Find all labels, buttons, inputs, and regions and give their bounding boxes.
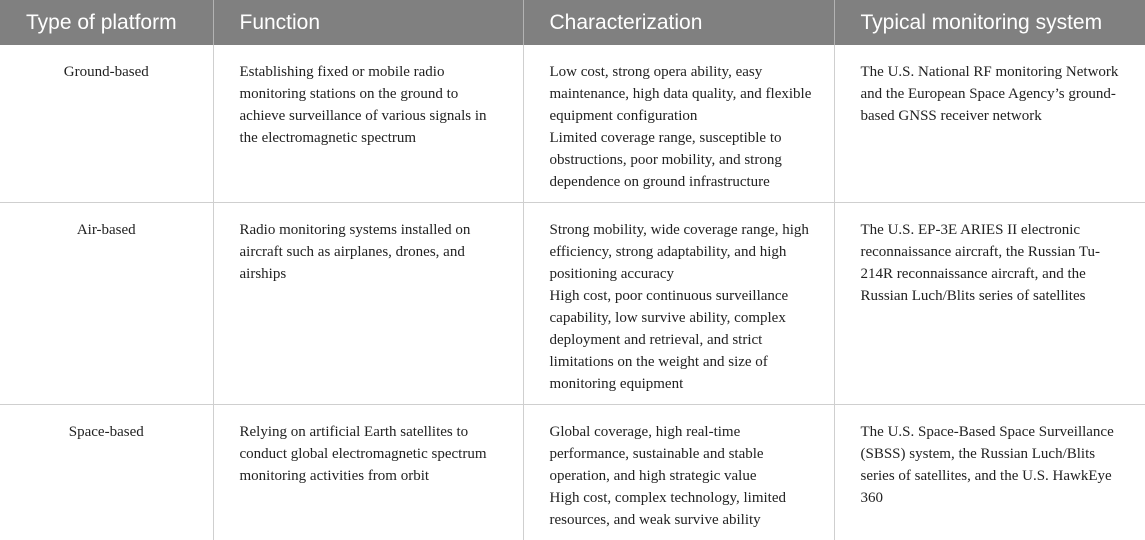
cell-characterization xyxy=(523,45,834,203)
cell-function: Radio monitoring systems installed on aircraft such as airplanes, drones, and airships xyxy=(213,203,523,405)
table-body xyxy=(0,45,1145,540)
cell-characterization xyxy=(523,203,834,405)
header-platform: Type of platform xyxy=(0,0,213,45)
header-row xyxy=(0,0,1145,45)
characterization-disadvantages: Limited coverage range, susceptible to obstructions, poor mobility, and strong dependence on ground infrastructure xyxy=(550,127,816,193)
header-characterization: Characterization xyxy=(523,0,834,45)
characterization-advantages: Global coverage, high real-time performance, sustainable and stable operation, and high strategic value xyxy=(550,421,816,487)
cell-platform: Ground-based xyxy=(0,45,213,203)
characterization-disadvantages: High cost, complex technology, limited resources, and weak survive ability xyxy=(550,487,816,531)
header-system: Typical monitoring system xyxy=(834,0,1145,45)
table-row xyxy=(0,45,1145,203)
table-row xyxy=(0,203,1145,405)
characterization-advantages: Low cost, strong opera ability, easy maintenance, high data quality, and flexible equipment configuration xyxy=(550,61,816,127)
cell-system: The U.S. EP-3E ARIES II electronic reconnaissance aircraft, the Russian Tu-214R reconnaissance aircraft, and the Russian Luch/Blits series of satellites xyxy=(834,203,1145,405)
table-header xyxy=(0,0,1145,45)
table-row xyxy=(0,405,1145,540)
cell-system: The U.S. Space-Based Space Surveillance (SBSS) system, the Russian Luch/Blits series of satellites, and the U.S. HawkEye 360 xyxy=(834,405,1145,540)
cell-function: Establishing fixed or mobile radio monitoring stations on the ground to achieve surveillance of various signals in the electromagnetic spectrum xyxy=(213,45,523,203)
characterization-advantages: Strong mobility, wide coverage range, high efficiency, strong adaptability, and high positioning accuracy xyxy=(550,219,816,285)
characterization-disadvantages: High cost, poor continuous surveillance capability, low survive ability, complex deployment and retrieval, and strict limitations on the weight and size of monitoring equipment xyxy=(550,285,816,395)
cell-characterization xyxy=(523,405,834,540)
header-function: Function xyxy=(213,0,523,45)
cell-platform: Space-based xyxy=(0,405,213,540)
cell-function: Relying on artificial Earth satellites to conduct global electromagnetic spectrum monitoring activities from orbit xyxy=(213,405,523,540)
cell-platform: Air-based xyxy=(0,203,213,405)
cell-system: The U.S. National RF monitoring Network and the European Space Agency’s ground-based GNSS receiver network xyxy=(834,45,1145,203)
